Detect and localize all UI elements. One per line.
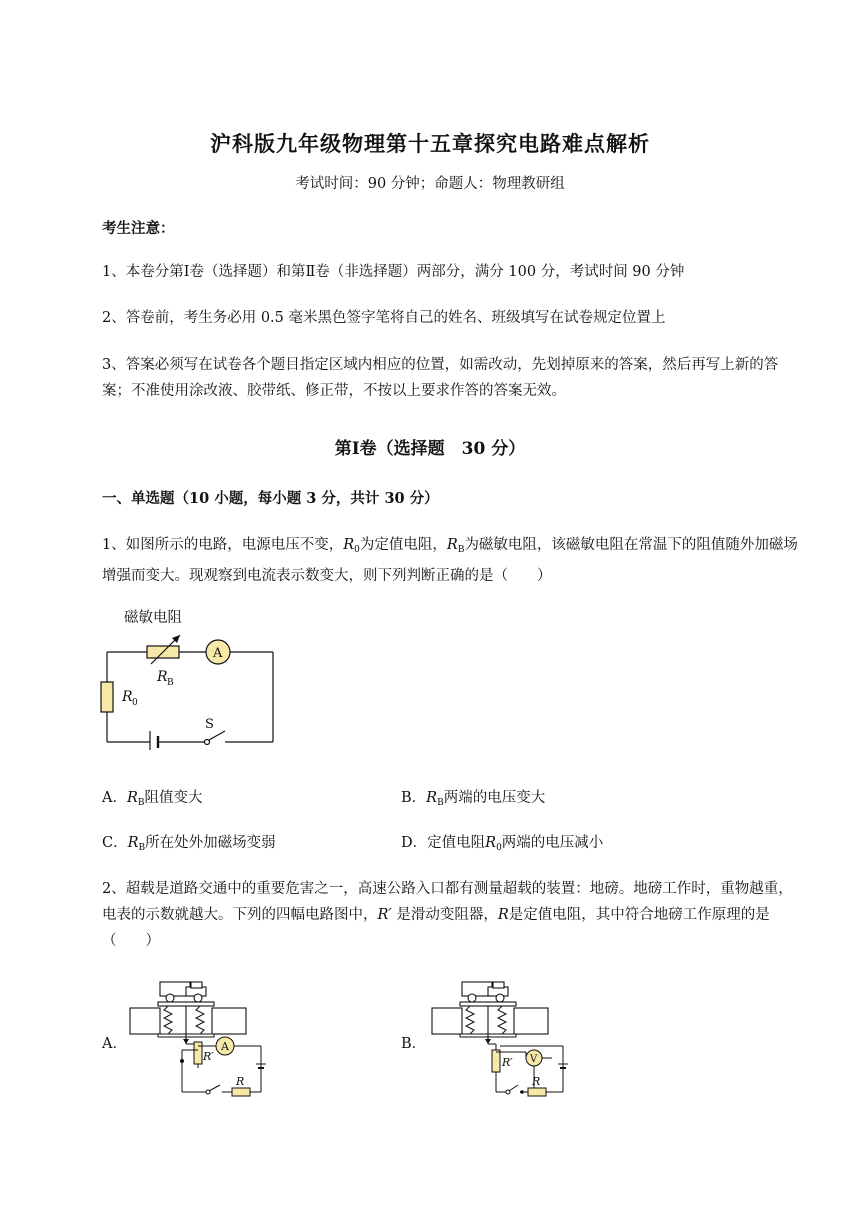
- part-heading: 一、单选题（10 小题，每小题 3 分，共计 30 分）: [102, 490, 439, 507]
- question-2-text: [102, 876, 802, 954]
- q1-option-c[interactable]: [102, 831, 276, 853]
- q2-option-a[interactable]: A．: [102, 1036, 127, 1052]
- q1-fig-r0-label: R: [122, 689, 133, 705]
- resistor-r0: [101, 682, 113, 712]
- rheostat-rp: [194, 1042, 202, 1064]
- q1-option-d-text-b: 两端的电压减小: [501, 835, 604, 851]
- q1-option-a-var: R: [126, 790, 138, 806]
- q2-var-r: R: [497, 907, 509, 923]
- q1-option-a[interactable]: [102, 786, 203, 808]
- exam-info: 考试时间：90 分钟；命题人：物理教研组: [295, 176, 565, 192]
- resistor-r: [232, 1088, 250, 1096]
- q1-fig-rb-sub: B: [167, 678, 174, 688]
- q2-fig-a-meter-label: A: [221, 1040, 229, 1053]
- q2-circuit-a-diagram: [128, 978, 270, 1100]
- q1-option-c-prefix: C．: [102, 835, 128, 851]
- q1-option-b-var: R: [426, 790, 438, 806]
- q1-text-part-a: 1、如图所示的电路，电源电压不变，: [102, 537, 344, 553]
- page-title: 沪科版九年级物理第十五章探究电路难点解析: [210, 131, 650, 156]
- q1-option-a-prefix: A．: [102, 790, 127, 806]
- q1-fig-ammeter-label: A: [213, 646, 223, 661]
- q2-option-b[interactable]: B．: [401, 1036, 427, 1052]
- q1-option-a-text: 阻值变大: [144, 790, 203, 806]
- q1-option-b[interactable]: [401, 786, 545, 808]
- q1-var-r0-sub: 0: [354, 545, 360, 555]
- q1-option-d-prefix: D．: [401, 835, 428, 851]
- resistor-r: [528, 1088, 546, 1096]
- truck-icon: [462, 982, 508, 1002]
- q1-fig-label: 磁敏电阻: [124, 610, 182, 626]
- question-1-text: [102, 532, 802, 589]
- q1-option-d[interactable]: [401, 831, 603, 853]
- q1-circuit-diagram: [100, 605, 280, 750]
- q2-fig-b-rp-label: R′: [502, 1056, 513, 1069]
- q1-var-rb: R: [446, 537, 458, 553]
- switch-icon: [205, 740, 210, 745]
- q1-fig-switch-label: S: [205, 717, 214, 732]
- q1-option-b-prefix: B．: [401, 790, 427, 806]
- q1-var-r0: R: [343, 537, 355, 553]
- q1-option-d-text-a: 定值电阻: [427, 835, 486, 851]
- q2-circuit-b-diagram: [430, 978, 572, 1100]
- q1-fig-rb-label: R: [157, 669, 168, 685]
- q1-text-part-c: 为磁敏电阻，该磁敏电阻在常温下的阻值随外加磁场增强而变大。现观察到电流表示数变大，则下列判断正确的是（ ）: [102, 537, 798, 584]
- q1-var-rb-sub: B: [457, 545, 465, 555]
- q2-fig-a-r-label: R: [236, 1075, 245, 1088]
- q1-option-c-text: 所在处外加磁场变弱: [145, 835, 276, 851]
- q2-var-r-prime: R′: [377, 907, 392, 923]
- q2-text-part-b: 是滑动变阻器，: [391, 907, 498, 923]
- notice-heading: 考生注意：: [102, 220, 175, 237]
- notice-item-1: 1、本卷分第Ⅰ卷（选择题）和第Ⅱ卷（非选择题）两部分，满分 100 分，考试时间 90 分钟: [102, 264, 685, 280]
- q1-option-c-sub: B: [138, 843, 146, 853]
- notice-item-2: 2、答卷前，考生务必用 0.5 毫米黑色签字笔将自己的姓名、班级填写在试卷规定位置上: [102, 310, 666, 326]
- q2-fig-b-r-label: R: [532, 1075, 541, 1088]
- q2-text-part-c: 是定值电阻，其中符合地磅工作原理的是（ ）: [102, 907, 770, 949]
- q1-option-d-sub: 0: [496, 843, 502, 853]
- q1-text-part-b: 为定值电阻，: [359, 537, 447, 553]
- q2-text-part-a: 2、超载是道路交通中的重要危害之一，高速公路入口都有测量超载的装置：地磅。地磅工作时，重物越重，电表的示数就越大。下列的四幅电路图中，: [102, 881, 793, 923]
- q2-fig-b-meter-label: V: [530, 1054, 538, 1065]
- q1-fig-r0-sub: 0: [132, 698, 138, 708]
- section-title: 第Ⅰ卷（选择题 30 分）: [334, 439, 526, 459]
- q1-option-b-sub: B: [437, 798, 444, 808]
- rheostat-rp: [492, 1050, 500, 1072]
- q1-option-c-var: R: [127, 835, 139, 851]
- q2-fig-a-rp-label: R′: [203, 1050, 214, 1063]
- q1-option-a-sub: B: [137, 798, 145, 808]
- q1-option-b-text: 两端的电压变大: [443, 790, 546, 806]
- q1-option-d-var: R: [485, 835, 497, 851]
- notice-item-3: 3、答案必须写在试卷各个题目指定区域内相应的位置，如需改动，先划掉原来的答案，然后再写上新的答案；不准使用涂改液、胶带纸、修正带，不按以上要求作答的答案无效。: [102, 357, 779, 399]
- truck-icon: [160, 982, 206, 1002]
